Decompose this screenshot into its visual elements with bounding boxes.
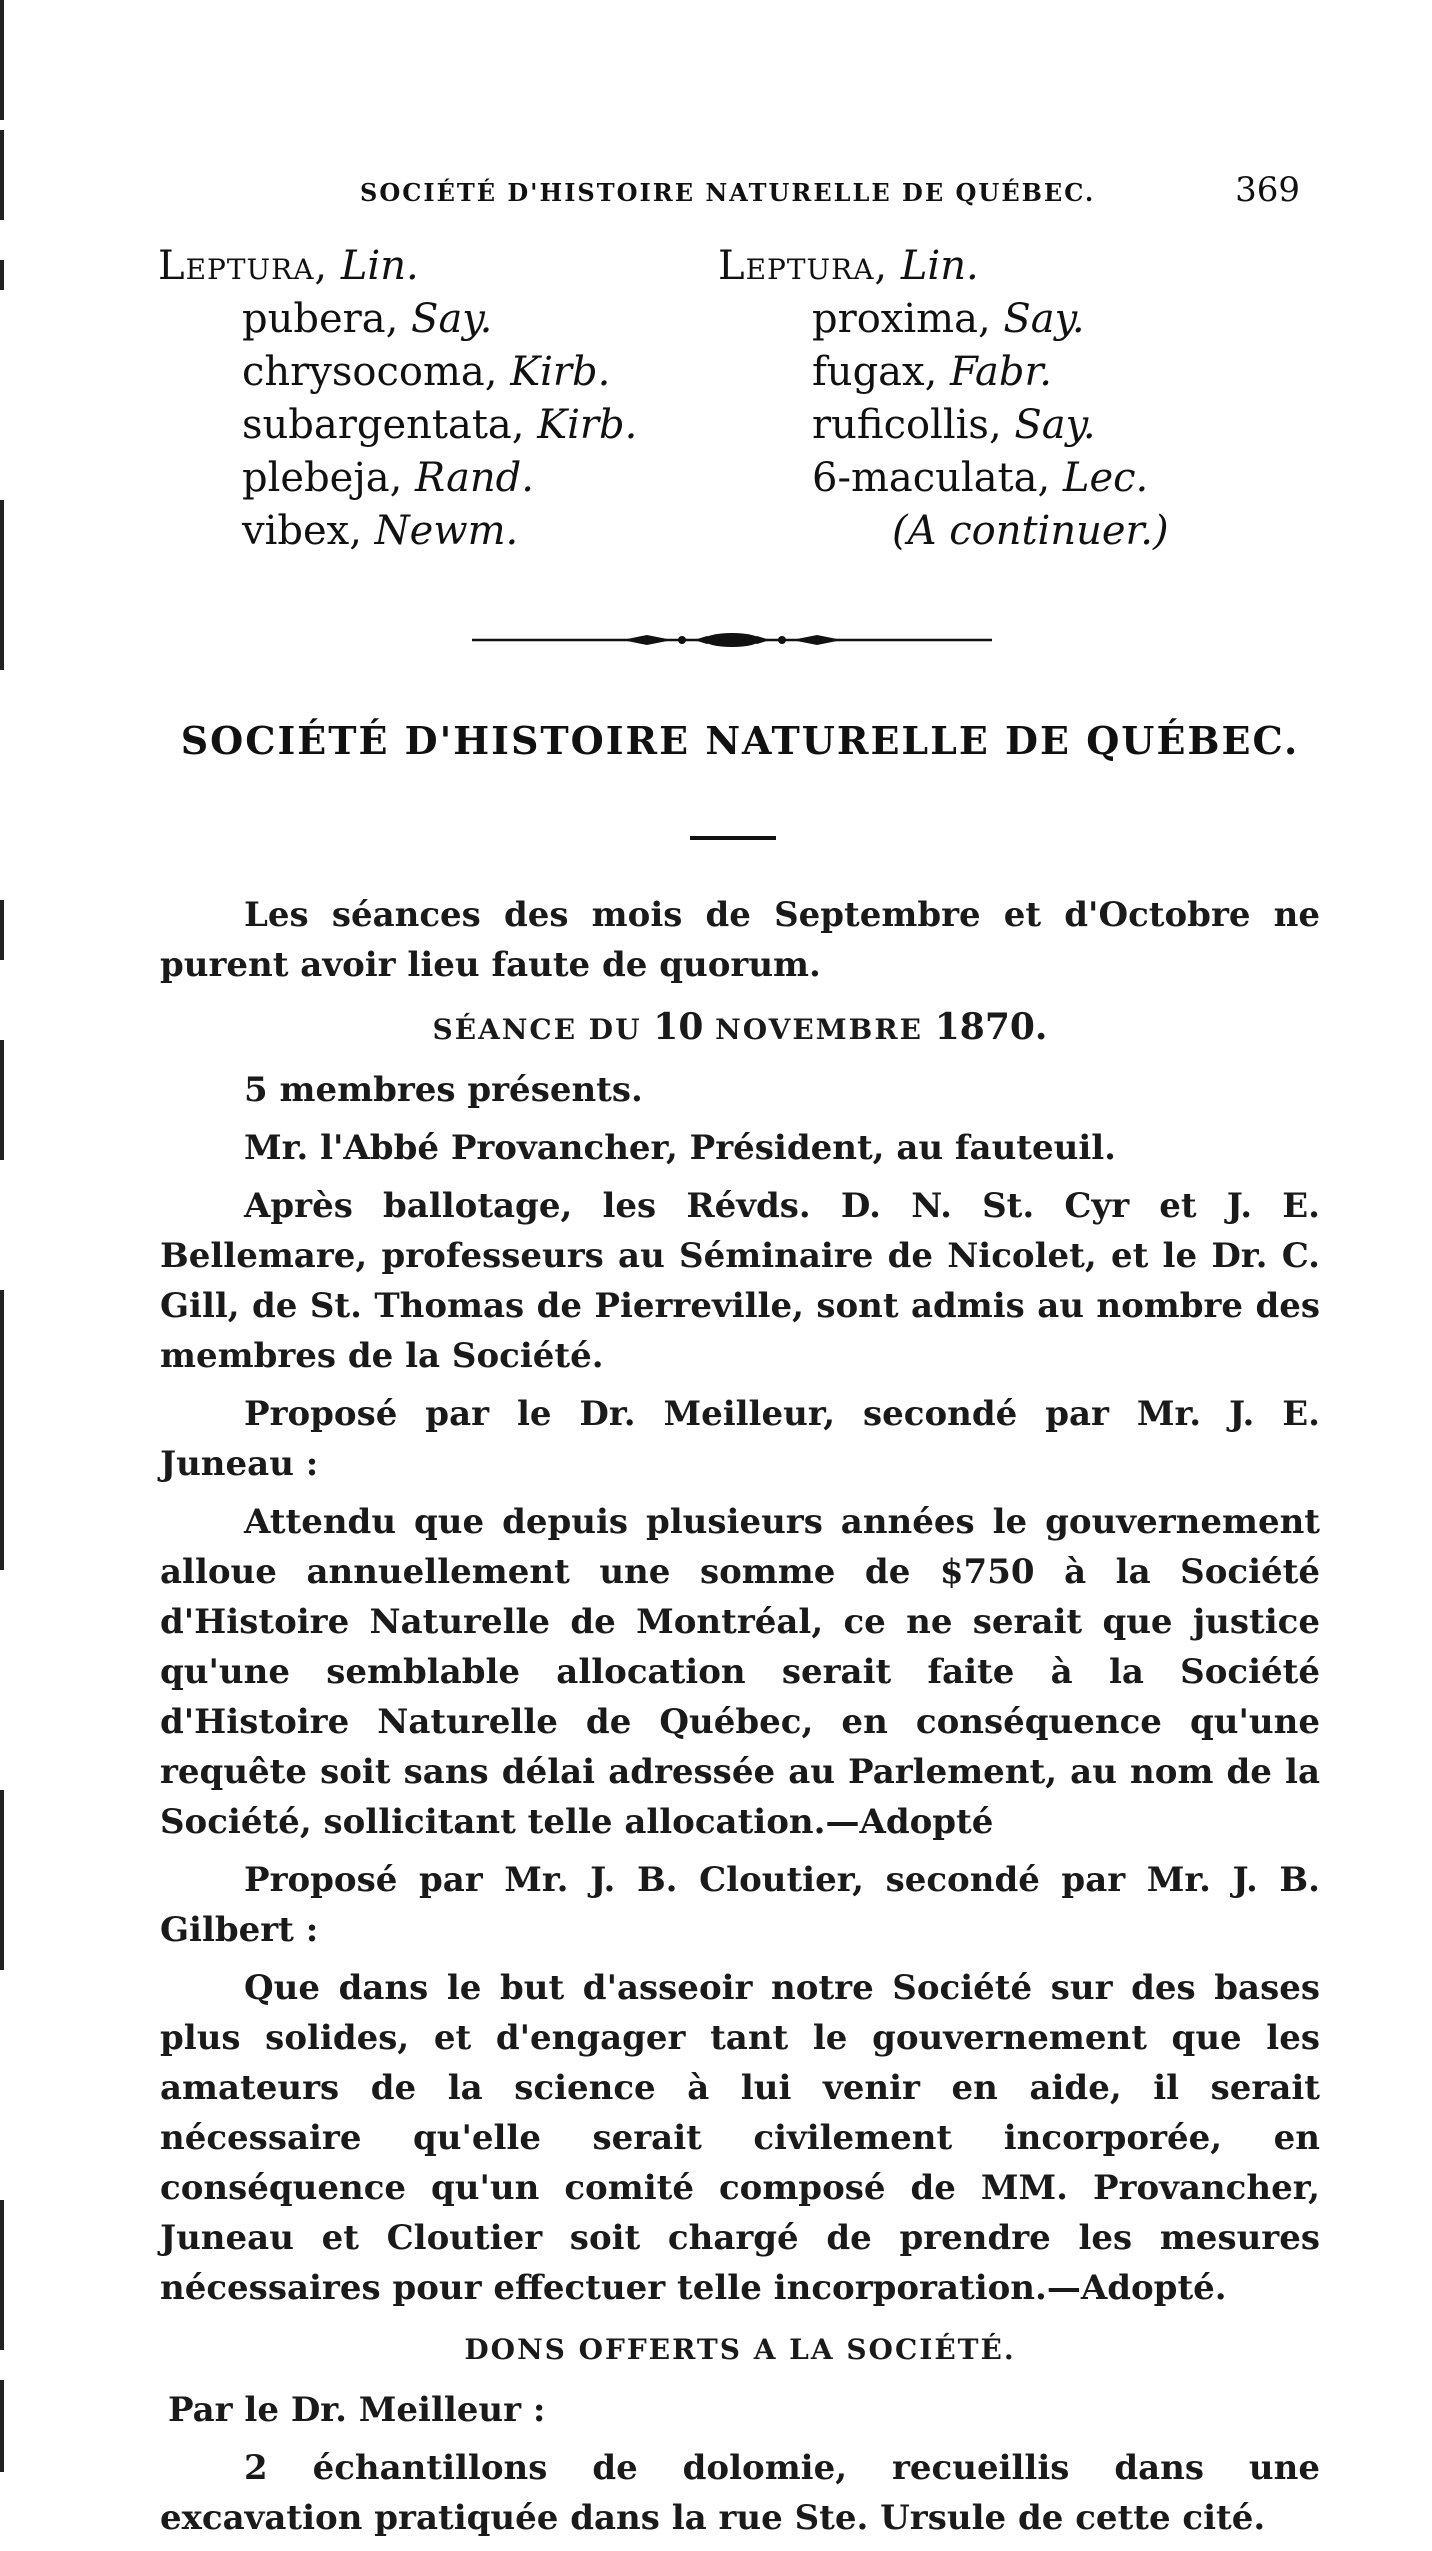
donation-item: 2 échantillons de dolomie, recueillis dans une excavation pratiquée dans la rue Ste. Ursule de cette cité. [160,2448,1320,2538]
species-author: Rand. [415,455,534,501]
title-rule [690,836,776,840]
species-name: chrysocoma, [242,349,498,395]
motion-2-text: Que dans le but d'asseoir notre Société sur des bases plus solides, et d'engager tant le gouvernement que les amateurs de la science à lui venir en aide, il serait nécessaire qu'elle serait civilement incorporée, en conséquence qu'un comité composé de MM. Provancher, Juneau et Cloutier soit chargé de prendre les mesures nécessaires pour effectuer telle incorporation.—Adopté. [160,1968,1320,2308]
ornament-divider [472,628,992,652]
meeting-heading-prefix: SÉANCE DU [432,1013,642,1046]
species-author: Newm. [374,508,519,554]
meeting-heading-day: 10 [653,1006,704,1048]
species-item [158,346,678,399]
species-column-left [158,240,678,558]
running-title: SOCIÉTÉ D'HISTOIRE NATURELLE DE QUÉBEC. [360,178,1096,207]
scan-edge-mark [0,260,4,290]
species-item [158,452,678,505]
page-number: 369 [1235,170,1300,210]
species-author: Fabr. [950,349,1052,395]
continuation-note: (A continuer.) [892,508,1169,554]
scan-edge-mark [0,0,4,120]
motion-2-intro: Proposé par Mr. J. B. Cloutier, secondé par Mr. J. B. Gilbert : [160,1860,1320,1950]
members-present: 5 membres présents. [244,1070,643,1110]
species-column-right [718,240,1238,558]
scan-edge-mark [0,500,4,670]
running-header [160,170,1320,210]
genus-authority: Lin. [900,243,979,289]
donor-line: Par le Dr. Meilleur : [168,2390,546,2430]
meeting-heading [160,1002,1320,1055]
species-author: Kirb. [537,402,638,448]
scan-edge-mark [0,900,4,960]
motion-1-text: Attendu que depuis plusieurs années le gouvernement alloue annuellement une somme de $750 à la Société d'Histoire Naturelle de Montréal, ce ne serait que justice qu'une semblable allocation serait faite à la Société d'Histoire Naturelle de Québec, en conséquence qu'une requête soit sans délai adressée au Parlement, au nom de la Société, sollicitant telle allocation.—Adopté [160,1502,1320,1842]
species-item [718,293,1238,346]
species-item [718,452,1238,505]
scan-edge-mark [0,1790,4,1970]
species-name: plebeja, [242,455,403,501]
section-title: SOCIÉTÉ D'HISTOIRE NATURELLE DE QUÉBEC. [180,718,1300,763]
species-name: ruficollis, [812,402,1002,448]
meeting-heading-year: 1870. [934,1006,1048,1048]
genus-line [718,240,1238,293]
genus-line [158,240,678,293]
body-text [160,890,1320,2551]
species-name: subargentata, [242,402,525,448]
species-item [718,399,1238,452]
scan-edge-mark [0,1040,4,1160]
species-item [158,399,678,452]
species-author: Lec. [1062,455,1149,501]
species-author: Say. [1014,402,1096,448]
genus-name: Leptura, [158,243,329,289]
species-name: fugax, [812,349,938,395]
meeting-heading-month: NOVEMBRE [715,1013,923,1046]
species-name: pubera, [242,296,399,342]
genus-authority: Lin. [340,243,419,289]
intro-paragraph: Les séances des mois de Septembre et d'Octobre ne purent avoir lieu faute de quorum. [160,895,1320,985]
species-name: vibex, [242,508,362,554]
genus-name: Leptura, [718,243,889,289]
motion-1-intro: Proposé par le Dr. Meilleur, secondé par Mr. J. E. Juneau : [160,1394,1320,1484]
ballot-paragraph: Après ballotage, les Révds. D. N. St. Cyr et J. E. Bellemare, professeurs au Séminaire de Nicolet, et le Dr. C. Gill, de St. Thomas de Pierreville, sont admis au nombre des membres de la Société. [160,1186,1320,1376]
species-author: Say. [411,296,493,342]
species-item [718,346,1238,399]
species-name: 6-maculata, [812,455,1051,501]
species-name: proxima, [812,296,991,342]
species-author: Kirb. [510,349,611,395]
scan-edge-mark [0,130,4,220]
scan-edge-mark [0,2380,4,2472]
species-author: Say. [1003,296,1085,342]
donations-heading: DONS OFFERTS A LA SOCIÉTÉ. [464,2333,1016,2366]
scan-edge-mark [0,1290,4,1570]
scan-edge-mark [0,2200,4,2350]
chair-line: Mr. l'Abbé Provancher, Président, au fauteuil. [244,1128,1117,1168]
species-item [158,505,678,558]
species-item [158,293,678,346]
